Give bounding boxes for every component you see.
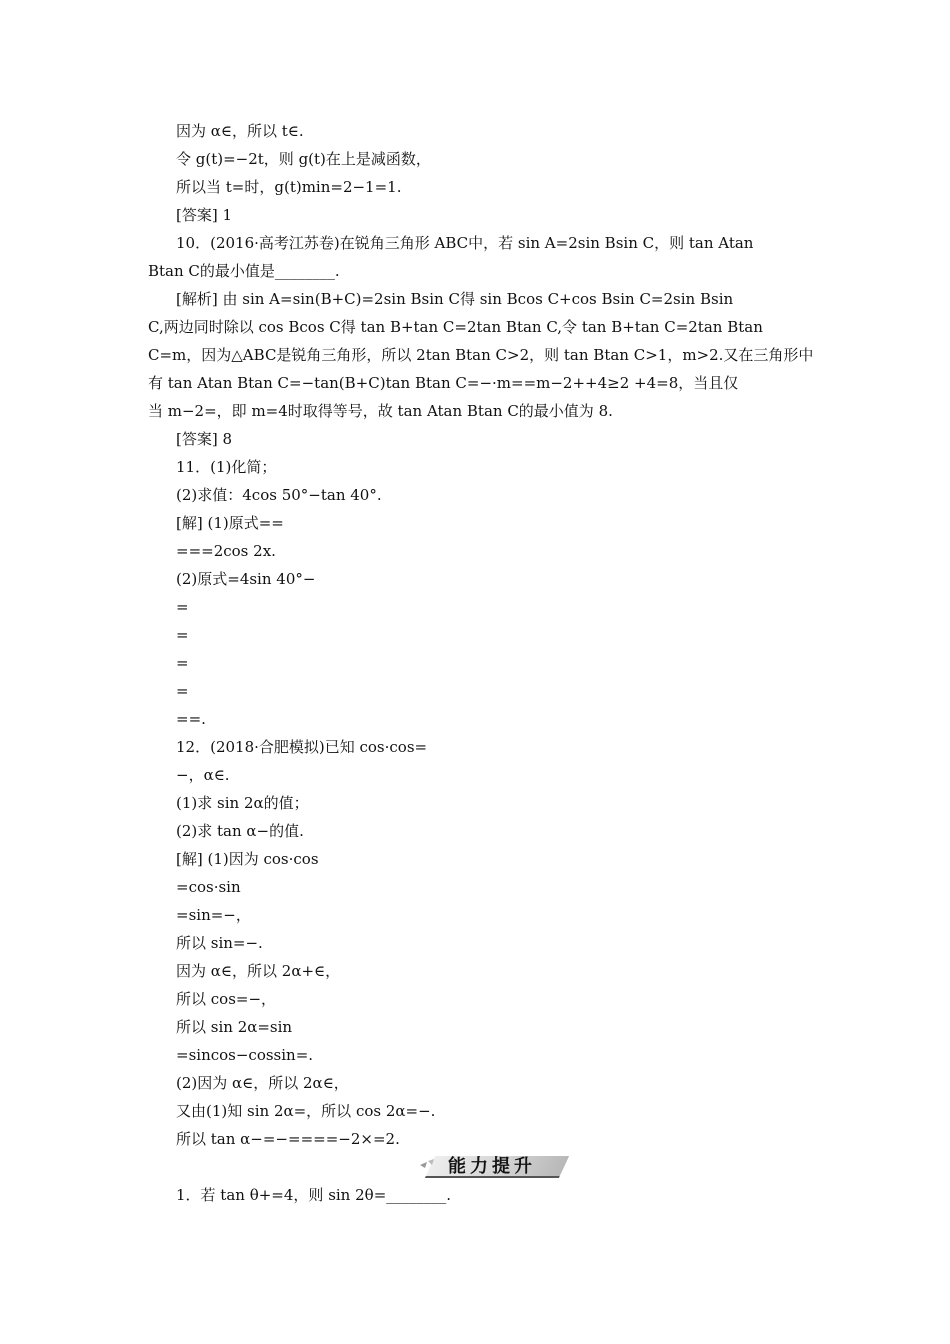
solution-line: =: [176, 598, 189, 616]
analysis-line: C,两边同时除以 cos Bcos C得 tan B+tan C=2tan Btan C,令 tan B+tan C=2tan Btan: [148, 318, 763, 336]
solution-line: =cos·sin: [176, 878, 241, 896]
solution-line: 所以 tan α−=−====−2×=2.: [176, 1130, 400, 1148]
text-line: 因为 α∈，所以 t∈.: [176, 122, 304, 140]
solution-line: =: [176, 654, 189, 672]
solution-line: =sincos−cossin=.: [176, 1046, 314, 1064]
solution-line: 所以 sin 2α=sin: [176, 1018, 293, 1036]
problem-12: 12．(2018·合肥模拟)已知 cos·cos=: [176, 738, 428, 756]
text-line: −，α∈.: [176, 766, 230, 784]
analysis-line: C=m，因为△ABC是锐角三角形，所以 2tan Btan C>2，则 tan Btan C>1，m>2.又在三角形中: [148, 346, 814, 364]
solution-line: =: [176, 682, 189, 700]
text-line: (2)求值：4cos 50°−tan 40°.: [176, 486, 382, 504]
text-line: 令 g(t)=−2t，则 g(t)在上是减函数，: [176, 150, 431, 168]
problem-11: 11．(1)化简；: [176, 458, 277, 476]
answer-label: [答案] 8: [176, 430, 233, 448]
problem-10: 10．(2016·高考江苏卷)在锐角三角形 ABC中，若 sin A=2sin Bsin C，则 tan Atan: [176, 234, 754, 252]
text-line: Btan C的最小值是________.: [148, 262, 340, 280]
solution-line: 所以 cos=−，: [176, 990, 277, 1008]
solution-line: 所以 sin=−.: [176, 934, 263, 952]
sparkle-icon: [418, 1158, 438, 1172]
solution-line: (2)原式=4sin 40°−: [176, 570, 316, 588]
solution-line: (2)因为 α∈，所以 2α∈，: [176, 1074, 349, 1092]
text-line: (2)求 tan α−的值.: [176, 822, 304, 840]
solution-line: [解] (1)原式==: [176, 514, 284, 532]
text-line: 所以当 t=时，g(t)min=2−1=1.: [176, 178, 402, 196]
solution-line: 又由(1)知 sin 2α=，所以 cos 2α=−.: [176, 1102, 436, 1120]
analysis-line: 有 tan Atan Btan C=−tan(B+C)tan Btan C=−·m==m−2++4≥2 +4=8，当且仅: [148, 374, 739, 392]
text-line: (1)求 sin 2α的值；: [176, 794, 309, 812]
solution-line: ==.: [176, 710, 206, 728]
section-title: 能力提升: [448, 1156, 536, 1177]
problem-1: 1．若 tan θ+=4，则 sin 2θ=________.: [176, 1186, 452, 1204]
solution-line: 因为 α∈，所以 2α+∈，: [176, 962, 341, 980]
analysis-line: [解析] 由 sin A=sin(B+C)=2sin Bsin C得 sin Bcos C+cos Bsin C=2sin Bsin: [176, 290, 734, 308]
answer-label: [答案] 1: [176, 206, 233, 224]
analysis-line: 当 m−2=，即 m=4时取得等号，故 tan Atan Btan C的最小值为 8.: [148, 402, 613, 420]
solution-line: =: [176, 626, 189, 644]
solution-line: [解] (1)因为 cos·cos: [176, 850, 319, 868]
section-banner: [418, 1150, 564, 1180]
solution-line: =sin=−，: [176, 906, 251, 924]
solution-line: ===2cos 2x.: [176, 542, 276, 560]
